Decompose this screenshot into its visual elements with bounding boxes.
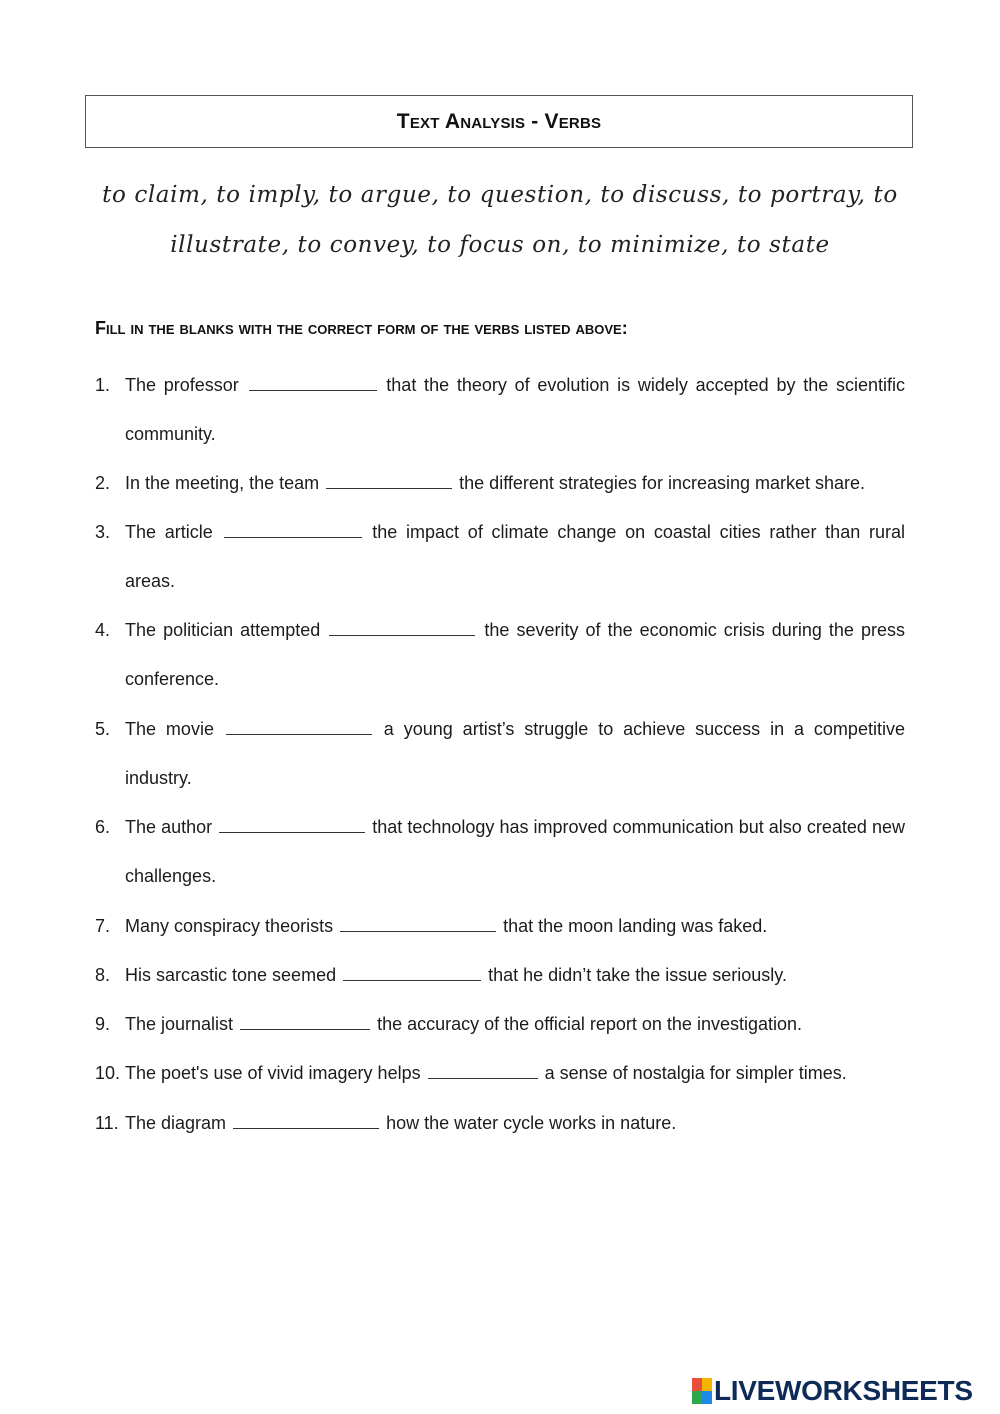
verb-bank-line-1: to claim, to imply, to argue, to question, to discuss, to portray, to [102, 182, 898, 208]
answer-blank-6[interactable] [219, 816, 365, 833]
question-text [125, 902, 905, 951]
question-text-after: the severity of the economic crisis during the press conference. [125, 620, 905, 689]
question-text [125, 705, 905, 803]
question-text [125, 1000, 905, 1049]
question-number: 3. [95, 522, 111, 542]
question-text-before: The movie [125, 719, 214, 739]
question-text-after: that he didn’t take the issue seriously. [488, 965, 787, 985]
question-text-after: that the theory of evolution is widely accepted by the scientific community. [125, 375, 905, 444]
logo-square-yellow [702, 1378, 712, 1391]
question-text [125, 459, 905, 508]
question-number: 11. [95, 1113, 119, 1133]
answer-blank-10[interactable] [428, 1062, 538, 1079]
verb-bank [60, 170, 940, 270]
logo-text: LIVEWORKSHEETS [714, 1375, 973, 1406]
question-text-before: In the meeting, the team [125, 473, 320, 493]
question-text [125, 951, 905, 1000]
question-number: 4. [95, 620, 111, 640]
question-text-before: Many conspiracy theorists [125, 916, 334, 936]
question-2 [95, 459, 905, 508]
question-7 [95, 902, 905, 951]
answer-blank-3[interactable] [224, 521, 362, 538]
question-number: 8. [95, 965, 111, 985]
question-number: 9. [95, 1014, 111, 1034]
question-10 [95, 1049, 905, 1098]
question-text [125, 508, 905, 606]
answer-blank-5[interactable] [226, 718, 372, 735]
question-5 [95, 705, 905, 803]
question-number: 5. [95, 719, 111, 739]
question-text-before: His sarcastic tone seemed [125, 965, 337, 985]
question-number: 2. [95, 473, 111, 493]
question-text-before: The professor [125, 375, 239, 395]
question-text-after: the different strategies for increasing market share. [459, 473, 866, 493]
answer-blank-9[interactable] [240, 1013, 370, 1030]
question-4 [95, 606, 905, 704]
question-1 [95, 361, 905, 459]
question-text [125, 1049, 905, 1098]
question-text-after: the impact of climate change on coastal cities rather than rural areas. [125, 522, 905, 591]
page-title: Text Analysis - Verbs [396, 109, 602, 133]
question-text-after: a young artist’s struggle to achieve success in a competitive industry. [125, 719, 905, 788]
question-text-after: that technology has improved communication but also created new challenges. [125, 817, 905, 886]
instructions: Fill in the blanks with the correct form of the verbs listed above: [95, 318, 628, 338]
question-text-before: The politician attempted [125, 620, 321, 640]
answer-blank-11[interactable] [233, 1112, 379, 1129]
question-number: 6. [95, 817, 111, 837]
answer-blank-2[interactable] [326, 472, 452, 489]
logo-square-red [692, 1378, 702, 1391]
question-text [125, 606, 905, 704]
verb-bank-line-2: illustrate, to convey, to focus on, to minimize, to state [170, 232, 830, 258]
logo-square-green [692, 1391, 702, 1404]
question-number: 7. [95, 916, 111, 936]
answer-blank-4[interactable] [329, 619, 475, 636]
question-11 [95, 1099, 905, 1148]
answer-blank-8[interactable] [343, 964, 481, 981]
question-number: 10. [95, 1063, 121, 1083]
question-text [125, 1099, 905, 1148]
question-text [125, 803, 905, 901]
question-text-before: The poet's use of vivid imagery helps [125, 1063, 421, 1083]
logo-square-blue [702, 1391, 712, 1404]
question-text-after: that the moon landing was faked. [503, 916, 768, 936]
question-text-before: The journalist [125, 1014, 234, 1034]
question-8 [95, 951, 905, 1000]
title-box [85, 95, 913, 148]
question-text-before: The article [125, 522, 213, 542]
question-text-before: The diagram [125, 1113, 227, 1133]
answer-blank-1[interactable] [249, 374, 377, 391]
question-9 [95, 1000, 905, 1049]
question-6 [95, 803, 905, 901]
question-text-after: how the water cycle works in nature. [386, 1113, 677, 1133]
question-3 [95, 508, 905, 606]
liveworksheets-logo-icon [692, 1378, 712, 1404]
liveworksheets-logo[interactable] [692, 1375, 973, 1407]
question-number: 1. [95, 375, 111, 395]
question-text-after: the accuracy of the official report on the investigation. [377, 1014, 803, 1034]
question-text [125, 361, 905, 459]
question-text-after: a sense of nostalgia for simpler times. [544, 1063, 847, 1083]
answer-blank-7[interactable] [340, 915, 496, 932]
question-text-before: The author [125, 817, 213, 837]
